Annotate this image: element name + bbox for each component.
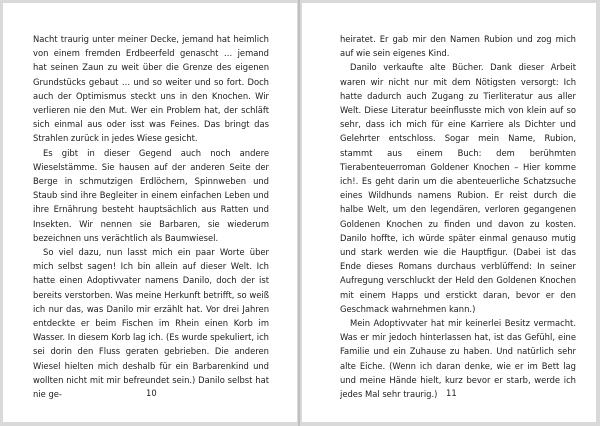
paragraph: Mein Adoptivvater hat mir keinerlei Besitz vermacht. Was er mir jedoch hinterlassen hat, ist das Gefühl, eine Familie und ein Zuhause zu haben. Und natürlich sehr alte Eiche. (Wenn ich daran denke, wie er im Bett lag und meine Hände hielt, kurz bevor er starb, werde ich jedes Mal sehr traurig.) — [340, 318, 576, 400]
right-page-body — [340, 32, 576, 401]
left-page — [3, 3, 297, 422]
paragraph: Danilo verkaufte alte Bücher. Dank dieser Arbeit waren wir nicht nur mit dem Nötigsten versorgt: Ich hatte dadurch auch Zugang zu Tierliteratur aus aller Welt. Diese Literatur beeinflusste mich von klein auf so sehr, dass ich mich für eine Karriere als Dichter und Gelehrter entschloss. Sogar mein Name, Rubion, stammt aus einem Buch: dem berühmten Tierabenteuerroman Goldener Knochen – Hier komme ich!. Es geht darin um die abenteuerliche Schatzsuche eines Wildhunds namens Rubion. Er reist durch die halbe Welt, um den legendären, verloren gegangenen Goldenen Knochen zu finden und davon zu kosten. Danilo hoffte, ich würde später einmal genauso mutig und stark werden wie die Hauptfigur. (Dabei ist das Ende dieses Romans durchaus verblüffend: In seiner Aufregung verschluckt der Held den Goldenen Knochen mit einem Happs und erstickt daran, bevor er den Geschmack wahrnehmen kann.) — [340, 62, 576, 314]
book-spine — [298, 0, 300, 426]
page-number: 11 — [446, 388, 457, 398]
paragraph: Es gibt in dieser Gegend auch noch andere Wieselstämme. Sie hausen auf der anderen Seite der Berge in schmutzigen Erdlöchern, Spinnweben und Staub sind ihre Begleiter in einem einfachen Leben und ihre Ernährung besteht hauptsächlich aus Ratten und Insekten. Wir nennen sie Barbaren, sie wiederum bezeichnen uns verächtlich als Baumwiesel. — [33, 147, 269, 243]
paragraph: Nacht traurig unter meiner Decke, jemand hat heimlich von einem fremden Erdbeerfeld genascht … jemand hat seinen Zaun zu weit über die Grenze des eigenen Grundstücks gebaut … und so weiter und so fort. Doch auch der Optimismus steckt uns in den Knochen. Wir verlieren nie den Mut. Wer ein Problem hat, der schläft sich einmal aus oder isst was Feines. Das bringt das Strahlen zurück in jedes Wiese gesicht. — [33, 34, 269, 144]
paragraph: heiratet. Er gab mir den Namen Rubion und zog mich auf wie sein eigenes Kind. — [340, 34, 576, 59]
right-page — [302, 3, 596, 422]
page-number: 10 — [146, 388, 157, 398]
left-page-body — [33, 32, 269, 401]
paragraph: So viel dazu, nun lasst mich ein paar Worte über mich selbst sagen! Ich bin allein auf dieser Welt. Ich hatte einen Adoptivvater namens Danilo, doch der ist bereits verstorben. Was meine Herkunft betrifft, so weiß ich nur das, was Danilo mir erzählt hat. Vor drei Jahren entdeckte er beim Fischen im Rhein einen Korb im Wasser. In diesem Korb lag ich. (Es wurde spekuliert, ich sei dorin den Fluss geraten gebrieben. Die anderen Wiesel hielten mich deshalb für ein Barbarenkind und wollten nicht mit mir befreundet sein.) Danilo selbst hat nie ge- — [33, 247, 269, 400]
